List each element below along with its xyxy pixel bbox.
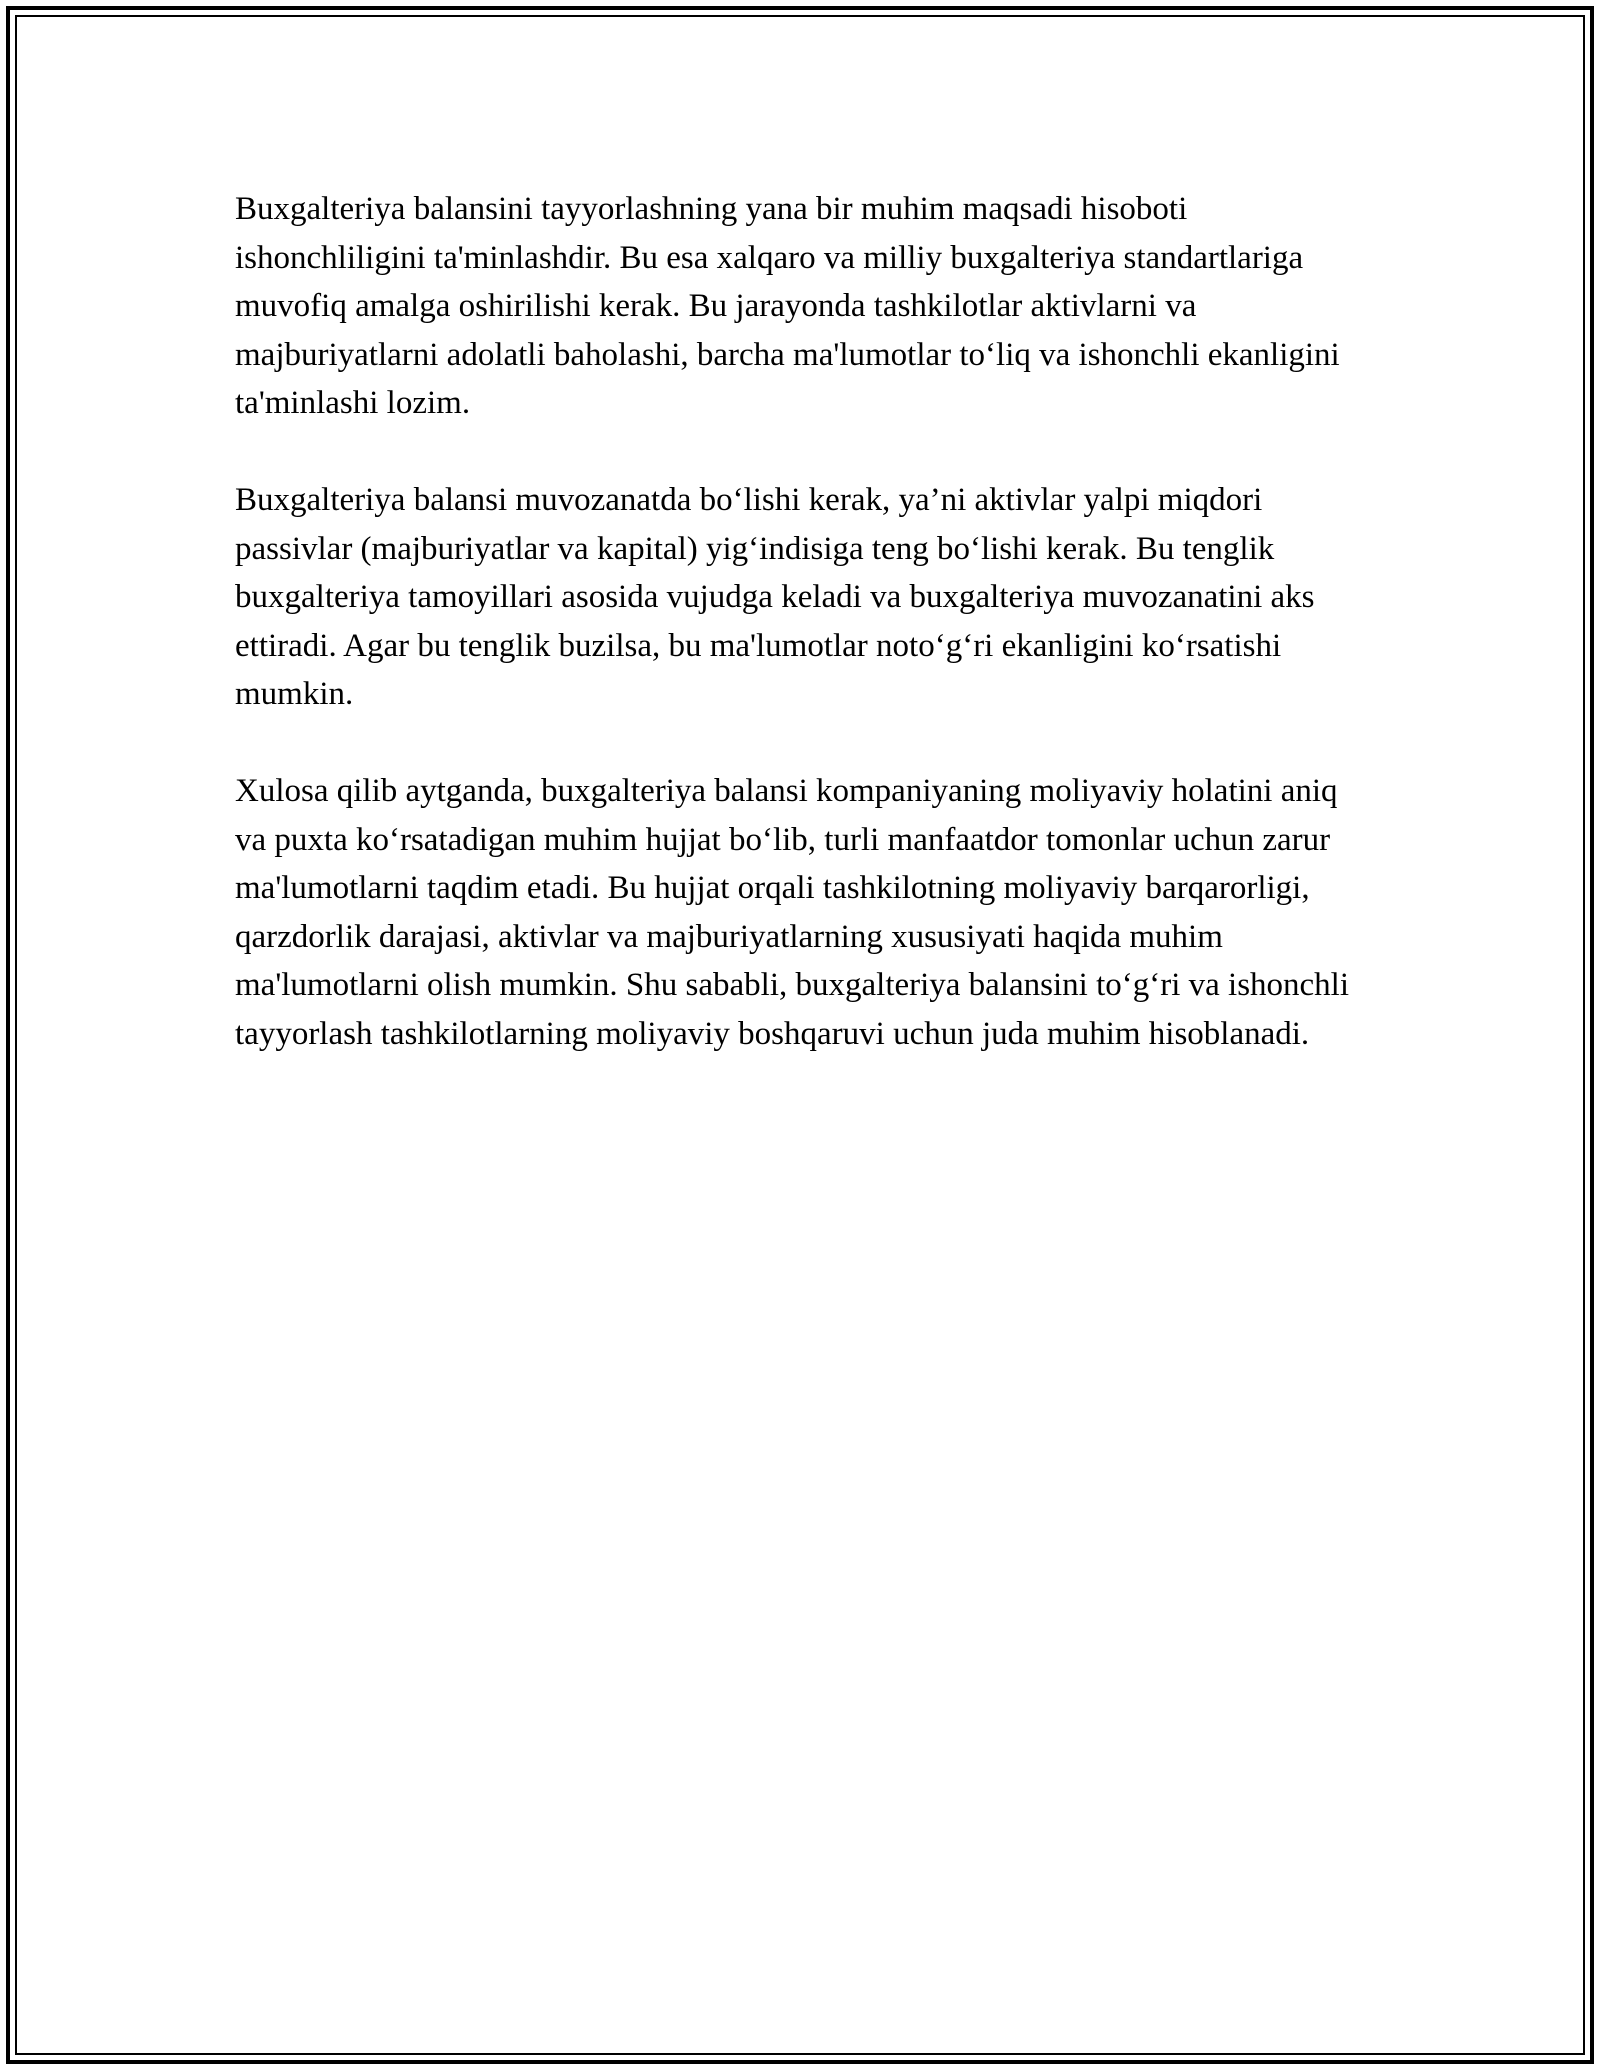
document-body [235, 185, 1375, 1107]
paragraph-conclusion: Xulosa qilib aytganda, buxgalteriya balansi kompaniyaning moliyaviy holatini aniq va puxta ko‘rsatadigan muhim hujjat bo‘lib, turli manfaatdor tomonlar uchun zarur ma'lumotlarni taqdim etadi. Bu hujjat orqali tashkilotning moliyaviy barqarorligi, qarzdorlik darajasi, aktivlar va majburiyatlarning xususiyati haqida muhim ma'lumotlarni olish mumkin. Shu sababli, buxgalteriya balansini to‘g‘ri va ishonchli tayyorlash tashkilotlarning moliyaviy boshqaruvi uchun juda muhim hisoblanadi. [235, 773, 1350, 1052]
paragraph-balance-equilibrium: Buxgalteriya balansi muvozanatda bo‘lishi kerak, ya’ni aktivlar yalpi miqdori passivlar (majburiyatlar va kapital) yig‘indisiga teng bo‘lishi kerak. Bu tenglik buxgalteriya tamoyillari asosida vujudga keladi va buxgalteriya muvozanatini aks ettiradi. Agar bu tenglik buzilsa, bu ma'lumotlar noto‘g‘ri ekanligini ko‘rsatishi mumkin. [235, 482, 1315, 712]
paragraph-balance-reliability: Buxgalteriya balansini tayyorlashning yana bir muhim maqsadi hisoboti ishonchliligini ta'minlashdir. Bu esa xalqaro va milliy buxgalteriya standartlariga muvofiq amalga oshirilishi kerak. Bu jarayonda tashkilotlar aktivlarni va majburiyatlarni adolatli baholashi, barcha ma'lumotlar to‘liq va ishonchli ekanligini ta'minlashi lozim. [235, 191, 1340, 421]
